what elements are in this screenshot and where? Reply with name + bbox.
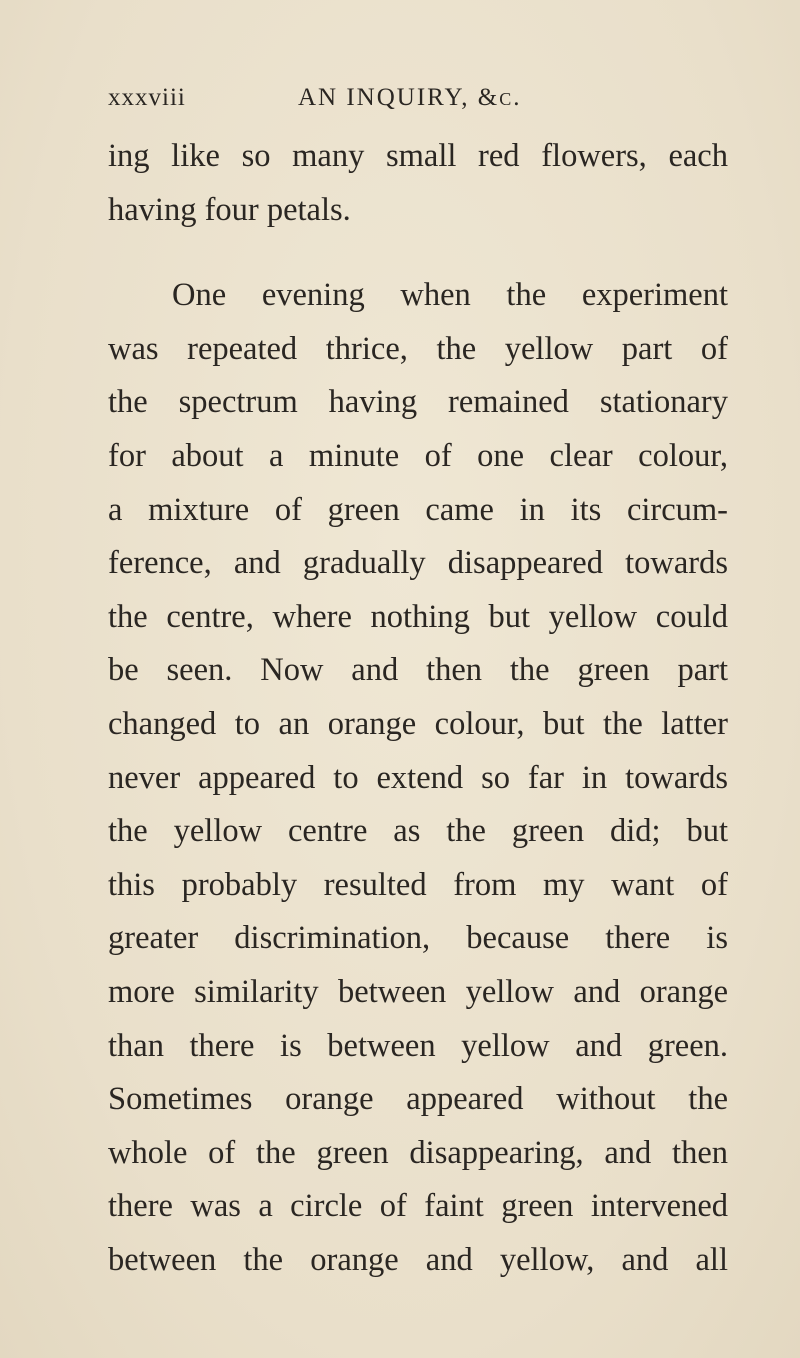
text-line: was repeated thrice, the yellow part of (108, 330, 728, 367)
running-head (108, 84, 708, 124)
text-line: be seen. Now and then the green part (108, 652, 728, 689)
text-line: between the orange and yellow, and all (108, 1241, 728, 1278)
text-line: for about a minute of one clear colour, (108, 437, 728, 474)
text-line: changed to an orange colour, but the latter (108, 705, 728, 742)
running-title: AN INQUIRY, &c. (298, 84, 522, 111)
text-line: the spectrum having remained stationary (108, 384, 728, 421)
text-line: Sometimes orange appeared without the (108, 1081, 728, 1118)
text-line: whole of the green disappearing, and then (108, 1134, 728, 1171)
body-text (108, 130, 728, 1287)
paragraph-gap (108, 237, 728, 269)
text-line: One evening when the experiment (172, 277, 728, 314)
text-line: the yellow centre as the green did; but (108, 813, 728, 850)
text-line: the centre, where nothing but yellow could (108, 598, 728, 635)
text-line: this probably resulted from my want of (108, 866, 728, 903)
paragraph-1 (108, 130, 728, 237)
text-line: than there is between yellow and green. (108, 1027, 728, 1064)
text-line: a mixture of green came in its circum- (108, 491, 728, 528)
text-line: ing like so many small red flowers, each (108, 138, 728, 174)
paragraph-2 (108, 269, 728, 1287)
page-number: xxxviii (108, 84, 186, 111)
text-line: more similarity between yellow and orange (108, 973, 728, 1010)
text-line: ference, and gradually disappeared towards (108, 545, 728, 582)
text-line: never appeared to extend so far in towards (108, 759, 728, 796)
text-line: greater discrimination, because there is (108, 920, 728, 957)
text-line: there was a circle of faint green intervened (108, 1188, 728, 1225)
text-line: having four petals. (108, 191, 351, 228)
